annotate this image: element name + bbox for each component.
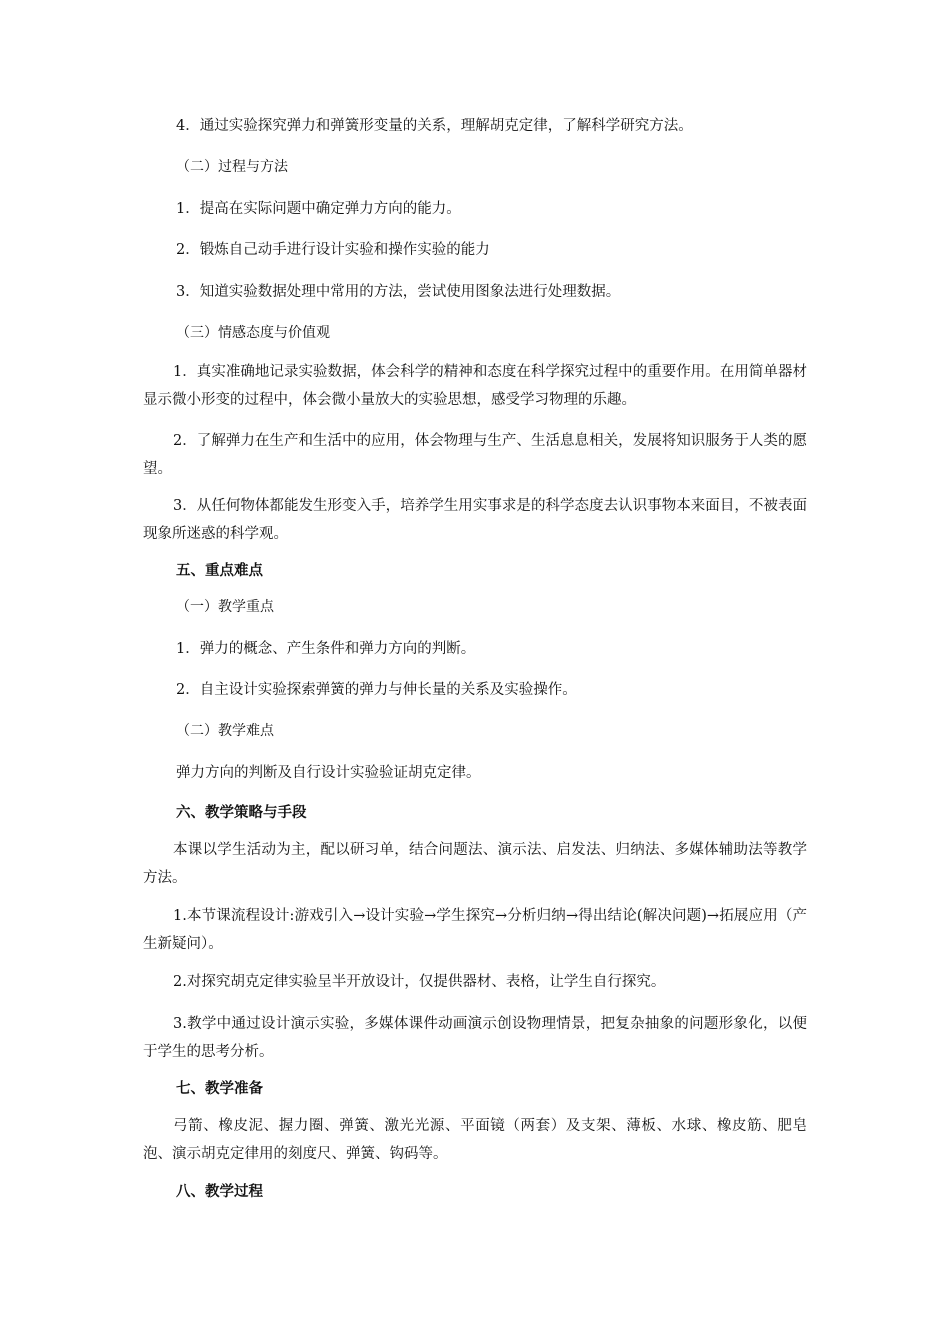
teaching-key-item-1: 1．弹力的概念、产生条件和弹力方向的判断。: [176, 641, 476, 657]
emotion-attitude-heading: （三）情感态度与价值观: [176, 325, 330, 341]
section-6-heading: 六、教学策略与手段: [176, 805, 307, 821]
teaching-key-item-2: 2．自主设计实验探索弹簧的弹力与伸长量的关系及实验操作。: [176, 682, 577, 698]
section-8-heading: 八、教学过程: [176, 1184, 263, 1200]
preparation-text: 弓箭、橡皮泥、握力圈、弹簧、激光光源、平面镜（两套）及支架、薄板、水球、橡皮筋、肥皂泡、演示胡克定律用的刻度尺、弹簧、钩码等。: [143, 1118, 807, 1162]
strategy-item-2: 2.对探究胡克定律实验呈半开放设计，仅提供器材、表格，让学生自行探究。: [173, 974, 666, 990]
teaching-difficulty-text: 弹力方向的判断及自行设计实验验证胡克定律。: [176, 765, 481, 781]
strategy-item-1: 1.本节课流程设计:游戏引入→设计实验→学生探究→分析归纳→得出结论(解决问题)→拓展应用（产生新疑问）。: [143, 908, 807, 952]
teaching-difficulty-heading: （二）教学难点: [176, 723, 274, 739]
process-method-item-1: 1．提高在实际问题中确定弹力方向的能力。: [176, 201, 461, 217]
strategy-item-3: 3.教学中通过设计演示实验，多媒体课件动画演示创设物理情景，把复杂抽象的问题形象化，以便于学生的思考分析。: [143, 1016, 807, 1060]
process-method-heading: （二）过程与方法: [176, 159, 288, 175]
section-5-heading: 五、重点难点: [176, 563, 263, 579]
strategy-intro: 本课以学生活动为主，配以研习单，结合问题法、演示法、启发法、归纳法、多媒体辅助法等教学方法。: [143, 842, 807, 886]
emotion-attitude-item-1: 1．真实准确地记录实验数据，体会科学的精神和态度在科学探究过程中的重要作用。在用简单器材显示微小形变的过程中，体会微小量放大的实验思想，感受学习物理的乐趣。: [143, 364, 807, 408]
emotion-attitude-item-2: 2．了解弹力在生产和生活中的应用，体会物理与生产、生活息息相关，发展将知识服务于人类的愿望。: [143, 433, 807, 477]
goal-knowledge-item-4: 4．通过实验探究弹力和弹簧形变量的关系，理解胡克定律，了解科学研究方法。: [176, 118, 693, 134]
process-method-item-3: 3．知道实验数据处理中常用的方法，尝试使用图象法进行处理数据。: [176, 284, 621, 300]
emotion-attitude-item-3: 3．从任何物体都能发生形变入手，培养学生用实事求是的科学态度去认识事物本来面目，不被表面现象所迷惑的科学观。: [143, 498, 807, 542]
process-method-item-2: 2．锻炼自己动手进行设计实验和操作实验的能力: [176, 242, 490, 258]
section-7-heading: 七、教学准备: [176, 1081, 263, 1097]
teaching-key-heading: （一）教学重点: [176, 599, 274, 615]
